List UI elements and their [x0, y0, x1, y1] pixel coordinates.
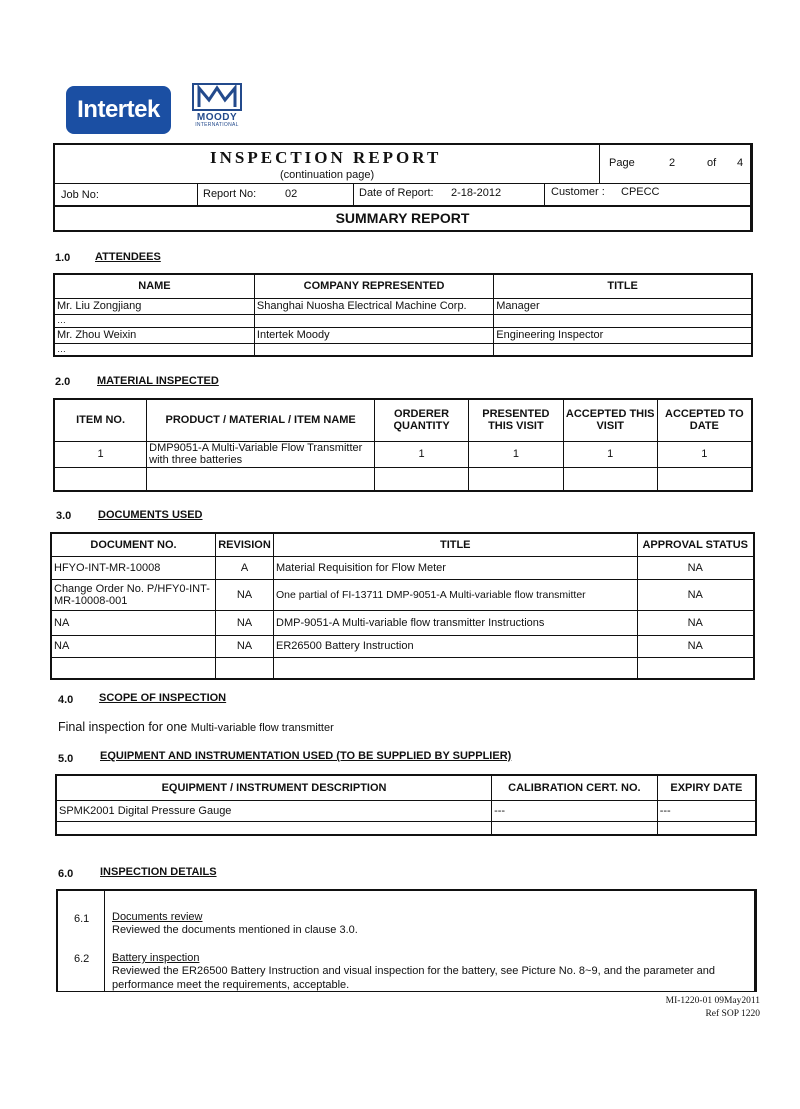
document-no: NA — [51, 610, 216, 635]
header-info-row — [55, 183, 750, 207]
column-header: ACCEPTED TO DATE — [657, 399, 752, 441]
table-row — [51, 579, 754, 610]
orderer-quantity — [375, 467, 469, 491]
intertek-logo-text: Intertek — [77, 96, 160, 123]
info-divider-2 — [353, 183, 354, 205]
table-row — [51, 610, 754, 635]
intertek-logo — [66, 86, 171, 134]
equipment-description — [56, 821, 492, 835]
expiry-date — [657, 821, 756, 835]
customer-value: CPECC — [621, 186, 660, 198]
report-header — [53, 143, 753, 232]
table-row — [54, 343, 752, 356]
section-number: 6.0 — [58, 868, 74, 880]
document-title: Material Requisition for Flow Meter — [274, 556, 638, 579]
info-divider-1 — [197, 183, 198, 205]
summary-row — [55, 205, 750, 232]
column-header: PRODUCT / MATERIAL / ITEM NAME — [147, 399, 375, 441]
report-subtitle: (continuation page) — [280, 169, 375, 181]
page-of-label: of — [707, 157, 717, 169]
report-no-label: Report No: — [203, 188, 257, 200]
document-no: Change Order No. P/HFY0-INT-MR-10008-001 — [51, 579, 216, 610]
document-revision: NA — [216, 635, 274, 657]
attendee-company: Intertek Moody — [254, 327, 493, 343]
document-title: One partial of FI-13711 DMP-9051-A Multi-variable flow transmitter — [274, 579, 638, 610]
document-revision: A — [216, 556, 274, 579]
section-title: MATERIAL INSPECTED — [97, 375, 219, 387]
section-title: SCOPE OF INSPECTION — [99, 692, 227, 704]
moody-mark-icon — [191, 82, 243, 112]
approval-status — [637, 657, 754, 679]
document-revision: NA — [216, 610, 274, 635]
item-no — [54, 467, 147, 491]
column-header: PRESENTED THIS VISIT — [468, 399, 563, 441]
page-label: Page — [609, 157, 635, 169]
attendee-name: … — [54, 343, 254, 356]
table-row — [54, 298, 752, 314]
column-header: TITLE — [494, 274, 752, 298]
documents-table — [50, 532, 755, 680]
header-divider — [599, 145, 600, 183]
customer-label: Customer : — [551, 186, 605, 198]
table-row — [51, 635, 754, 657]
table-row — [56, 821, 756, 835]
page-total: 4 — [737, 157, 744, 169]
column-header: EXPIRY DATE — [657, 775, 756, 800]
info-divider-3 — [544, 183, 545, 205]
sop-reference: Ref SOP 1220 — [705, 1009, 760, 1019]
header-title-row — [55, 145, 750, 184]
section-title: EQUIPMENT AND INSTRUMENTATION USED (TO BE SUPPLIED BY SUPPLIER) — [100, 750, 512, 762]
attendee-company — [254, 343, 493, 356]
item-no: 1 — [54, 441, 147, 467]
section-number: 1.0 — [55, 252, 71, 264]
presented-this-visit: 1 — [468, 441, 563, 467]
column-header: APPROVAL STATUS — [637, 533, 754, 556]
report-no-value: 02 — [285, 188, 298, 200]
attendee-company: Shanghai Nuosha Electrical Machine Corp. — [254, 298, 493, 314]
section-number: 2.0 — [55, 376, 71, 388]
column-header: ORDERER QUANTITY — [375, 399, 469, 441]
approval-status: NA — [637, 579, 754, 610]
document-no: NA — [51, 635, 216, 657]
document-title: ER26500 Battery Instruction — [274, 635, 638, 657]
section-number: 4.0 — [58, 694, 74, 706]
attendee-name: … — [54, 314, 254, 327]
attendee-title: Manager — [494, 298, 752, 314]
summary-title: SUMMARY REPORT — [335, 210, 470, 226]
document-no — [51, 657, 216, 679]
material-table — [53, 398, 753, 492]
section-number: 5.0 — [58, 753, 74, 765]
table-row — [51, 556, 754, 579]
report-title: INSPECTION REPORT — [210, 148, 442, 167]
table-row — [54, 314, 752, 327]
presented-this-visit — [468, 467, 563, 491]
column-header: ITEM NO. — [54, 399, 147, 441]
details-box — [56, 889, 757, 992]
attendee-title — [494, 343, 752, 356]
approval-status: NA — [637, 610, 754, 635]
column-header: NAME — [54, 274, 254, 298]
table-row — [56, 800, 756, 821]
equipment-description: SPMK2001 Digital Pressure Gauge — [56, 800, 492, 821]
equipment-table — [55, 774, 757, 836]
accepted-to-date — [657, 467, 752, 491]
expiry-date: --- — [657, 800, 756, 821]
detail-title: Battery inspection — [112, 952, 200, 964]
column-header: CALIBRATION CERT. NO. — [492, 775, 658, 800]
column-header: ACCEPTED THIS VISIT — [563, 399, 657, 441]
document-revision — [216, 657, 274, 679]
job-no-label: Job No: — [61, 189, 99, 201]
item-name — [147, 467, 375, 491]
attendee-title: Engineering Inspector — [494, 327, 752, 343]
attendees-table — [53, 273, 753, 357]
detail-title: Documents review — [112, 911, 203, 923]
attendee-name: Mr. Zhou Weixin — [54, 327, 254, 343]
scope-text-part: Multi-variable flow transmitter — [190, 722, 334, 734]
details-divider — [104, 891, 105, 991]
table-row — [54, 441, 752, 467]
page-number: 2 — [669, 157, 676, 169]
approval-status: NA — [637, 556, 754, 579]
moody-logo — [188, 82, 246, 134]
attendee-title — [494, 314, 752, 327]
column-header: EQUIPMENT / INSTRUMENT DESCRIPTION — [56, 775, 492, 800]
document-title: DMP-9051-A Multi-variable flow transmitter Instructions — [274, 610, 638, 635]
document-title — [274, 657, 638, 679]
table-row — [51, 657, 754, 679]
detail-number: 6.1 — [74, 913, 90, 925]
form-code: MI-1220-01 09May2011 — [665, 996, 760, 1006]
scope-text-part: Final inspection for one — [58, 720, 191, 734]
date-label: Date of Report: — [359, 187, 434, 199]
calibration-cert-no — [492, 821, 658, 835]
document-revision: NA — [216, 579, 274, 610]
column-header: DOCUMENT NO. — [51, 533, 216, 556]
item-name: DMP9051-A Multi-Variable Flow Transmitter with three batteries — [147, 441, 375, 467]
column-header: TITLE — [274, 533, 638, 556]
column-header: COMPANY REPRESENTED — [254, 274, 493, 298]
section-title: INSPECTION DETAILS — [100, 866, 217, 878]
moody-logo-word: MOODY — [196, 112, 238, 123]
detail-text: Reviewed the ER26500 Battery Instruction and visual inspection for the battery, see Picture No. 8~9, and the parameter and performance meet the requirements, acceptable. — [112, 965, 716, 991]
scope-text — [58, 720, 334, 734]
approval-status: NA — [637, 635, 754, 657]
table-row — [54, 467, 752, 491]
detail-text: Reviewed the documents mentioned in clause 3.0. — [112, 924, 358, 936]
accepted-to-date: 1 — [657, 441, 752, 467]
section-title: DOCUMENTS USED — [98, 509, 203, 521]
column-header: REVISION — [216, 533, 274, 556]
orderer-quantity: 1 — [375, 441, 469, 467]
date-value: 2-18-2012 — [451, 187, 502, 199]
attendee-name: Mr. Liu Zongjiang — [54, 298, 254, 314]
section-number: 3.0 — [56, 510, 72, 522]
moody-logo-sub: INTERNATIONAL — [195, 122, 239, 128]
table-row — [54, 327, 752, 343]
section-title: ATTENDEES — [95, 251, 161, 263]
calibration-cert-no: --- — [492, 800, 658, 821]
document-no: HFYO-INT-MR-10008 — [51, 556, 216, 579]
accepted-this-visit: 1 — [563, 441, 657, 467]
accepted-this-visit — [563, 467, 657, 491]
attendee-company — [254, 314, 493, 327]
detail-number: 6.2 — [74, 953, 90, 965]
